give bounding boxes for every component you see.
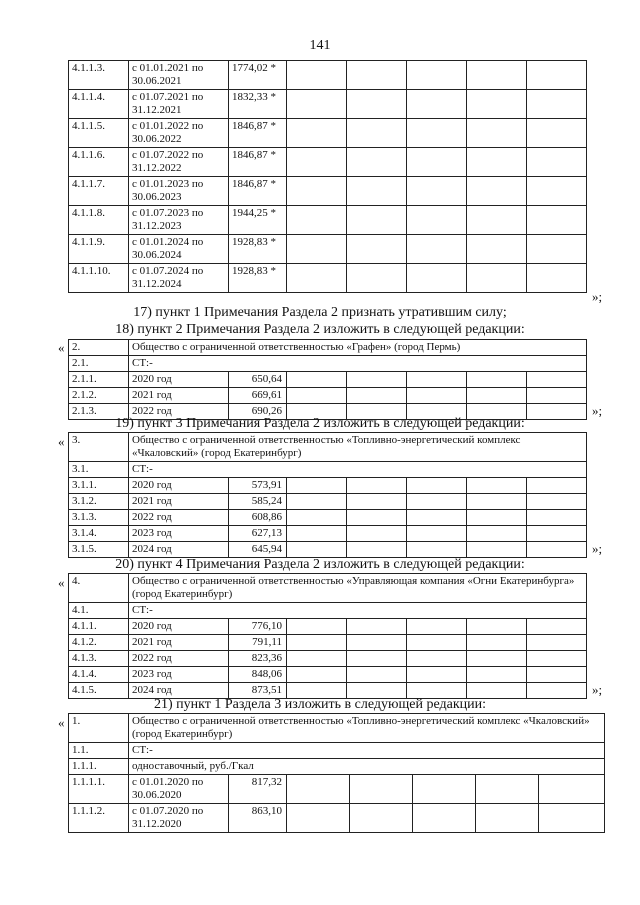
empty-cell xyxy=(287,526,347,542)
empty-cell xyxy=(347,61,407,90)
st-code: 2.1. xyxy=(69,356,129,372)
row-value: 573,91 xyxy=(229,478,287,494)
org-name: Общество с ограниченной ответственностью «Графен» (город Пермь) xyxy=(129,340,587,356)
empty-cell xyxy=(467,651,527,667)
empty-cell xyxy=(287,510,347,526)
table-row xyxy=(69,804,605,833)
empty-cell xyxy=(287,90,347,119)
empty-cell xyxy=(527,667,587,683)
row-value: 848,06 xyxy=(229,667,287,683)
empty-cell xyxy=(347,542,407,558)
org-code: 1. xyxy=(69,714,129,743)
row-value: 873,51 xyxy=(229,683,287,699)
empty-cell xyxy=(476,804,539,833)
empty-cell xyxy=(287,235,347,264)
empty-cell xyxy=(467,90,527,119)
row-value: 1928,83 * xyxy=(229,264,287,293)
st-row xyxy=(69,743,605,759)
opening-quote: « xyxy=(58,434,65,449)
opening-quote: « xyxy=(58,340,65,355)
empty-cell xyxy=(287,177,347,206)
empty-cell xyxy=(287,61,347,90)
instruction-20: 20) пункт 4 Примечания Раздела 2 изложить в следующей редакции: xyxy=(115,557,525,572)
row-period: с 01.01.2021 по 30.06.2021 xyxy=(129,61,229,90)
table-row xyxy=(69,478,587,494)
instruction-21: 21) пункт 1 Раздела 3 изложить в следующей редакции: xyxy=(154,697,486,712)
row-period: с 01.01.2022 по 30.06.2022 xyxy=(129,119,229,148)
table-row xyxy=(69,526,587,542)
empty-cell xyxy=(287,542,347,558)
row-code: 4.1.5. xyxy=(69,683,129,699)
st-row xyxy=(69,356,587,372)
row-period: с 01.07.2023 по 31.12.2023 xyxy=(129,206,229,235)
org-code: 2. xyxy=(69,340,129,356)
empty-cell xyxy=(407,542,467,558)
empty-cell xyxy=(347,119,407,148)
empty-cell xyxy=(287,804,350,833)
empty-cell xyxy=(467,177,527,206)
empty-cell xyxy=(287,478,347,494)
empty-cell xyxy=(527,619,587,635)
empty-cell xyxy=(287,388,347,404)
empty-cell xyxy=(467,372,527,388)
row-code: 4.1.1.5. xyxy=(69,119,129,148)
table-row xyxy=(69,148,587,177)
row-value: 1846,87 * xyxy=(229,177,287,206)
empty-cell xyxy=(407,177,467,206)
sub-row xyxy=(69,759,605,775)
org-row xyxy=(69,574,587,603)
empty-cell xyxy=(347,635,407,651)
row-value: 608,86 xyxy=(229,510,287,526)
org-name: Общество с ограниченной ответственностью «Топливно-энергетический комплекс «Чкаловский» (город Екатеринбург) xyxy=(129,714,605,743)
empty-cell xyxy=(413,775,476,804)
row-value: 1846,87 * xyxy=(229,148,287,177)
row-year: 2021 год xyxy=(129,494,229,510)
empty-cell xyxy=(539,804,605,833)
sub-code: 1.1.1. xyxy=(69,759,129,775)
empty-cell xyxy=(467,667,527,683)
row-code: 4.1.1.7. xyxy=(69,177,129,206)
empty-cell xyxy=(467,61,527,90)
row-code: 4.1.1.9. xyxy=(69,235,129,264)
table-row xyxy=(69,510,587,526)
st-code: 3.1. xyxy=(69,462,129,478)
org-code: 4. xyxy=(69,574,129,603)
table-row xyxy=(69,235,587,264)
empty-cell xyxy=(527,119,587,148)
closing-quote: »; xyxy=(592,682,603,697)
empty-cell xyxy=(527,494,587,510)
empty-cell xyxy=(287,206,347,235)
table-row xyxy=(69,667,587,683)
st-label: СТ:- xyxy=(129,743,605,759)
empty-cell xyxy=(527,510,587,526)
table-row xyxy=(69,494,587,510)
opening-quote: « xyxy=(58,575,65,590)
empty-cell xyxy=(467,494,527,510)
row-code: 3.1.1. xyxy=(69,478,129,494)
empty-cell xyxy=(527,206,587,235)
empty-cell xyxy=(476,775,539,804)
row-code: 3.1.4. xyxy=(69,526,129,542)
org-code: 3. xyxy=(69,433,129,462)
empty-cell xyxy=(407,494,467,510)
closing-quote: »; xyxy=(592,403,603,418)
empty-cell xyxy=(347,667,407,683)
empty-cell xyxy=(467,478,527,494)
empty-cell xyxy=(347,206,407,235)
instruction-19: 19) пункт 3 Примечания Раздела 2 изложить в следующей редакции: xyxy=(115,416,525,431)
table-row xyxy=(69,61,587,90)
st-code: 1.1. xyxy=(69,743,129,759)
empty-cell xyxy=(407,264,467,293)
row-value: 776,10 xyxy=(229,619,287,635)
empty-cell xyxy=(527,542,587,558)
empty-cell xyxy=(407,619,467,635)
row-code: 4.1.3. xyxy=(69,651,129,667)
row-period: с 01.07.2022 по 31.12.2022 xyxy=(129,148,229,177)
row-year: 2022 год xyxy=(129,510,229,526)
row-code: 3.1.5. xyxy=(69,542,129,558)
row-year: 2020 год xyxy=(129,619,229,635)
row-value: 823,36 xyxy=(229,651,287,667)
row-period: с 01.07.2024 по 31.12.2024 xyxy=(129,264,229,293)
empty-cell xyxy=(407,206,467,235)
empty-cell xyxy=(467,635,527,651)
row-value: 627,13 xyxy=(229,526,287,542)
empty-cell xyxy=(467,206,527,235)
page-number: 141 xyxy=(309,38,331,53)
row-code: 1.1.1.1. xyxy=(69,775,129,804)
empty-cell xyxy=(347,651,407,667)
empty-cell xyxy=(407,61,467,90)
table-row xyxy=(69,388,587,404)
st-label: СТ:- xyxy=(129,462,587,478)
row-year: 2024 год xyxy=(129,542,229,558)
empty-cell xyxy=(347,264,407,293)
table-row xyxy=(69,542,587,558)
empty-cell xyxy=(347,235,407,264)
empty-cell xyxy=(527,635,587,651)
empty-cell xyxy=(287,119,347,148)
empty-cell xyxy=(407,478,467,494)
org-row xyxy=(69,433,587,462)
table-row xyxy=(69,177,587,206)
empty-cell xyxy=(539,775,605,804)
org-row xyxy=(69,714,605,743)
table-row xyxy=(69,90,587,119)
st-row xyxy=(69,462,587,478)
row-code: 1.1.1.2. xyxy=(69,804,129,833)
row-value: 650,64 xyxy=(229,372,287,388)
table-row xyxy=(69,635,587,651)
st-code: 4.1. xyxy=(69,603,129,619)
empty-cell xyxy=(407,526,467,542)
empty-cell xyxy=(287,148,347,177)
tariff-table-continuation xyxy=(68,60,587,293)
empty-cell xyxy=(407,667,467,683)
row-value: 645,94 xyxy=(229,542,287,558)
row-year: 2020 год xyxy=(129,478,229,494)
empty-cell xyxy=(467,619,527,635)
st-row xyxy=(69,603,587,619)
row-period: с 01.01.2024 по 30.06.2024 xyxy=(129,235,229,264)
table-row xyxy=(69,651,587,667)
empty-cell xyxy=(467,235,527,264)
instruction-18: 18) пункт 2 Примечания Раздела 2 изложить в следующей редакции: xyxy=(115,322,525,337)
st-label: СТ:- xyxy=(129,603,587,619)
empty-cell xyxy=(467,542,527,558)
empty-cell xyxy=(467,119,527,148)
row-value: 791,11 xyxy=(229,635,287,651)
row-value: 690,26 xyxy=(229,404,287,420)
empty-cell xyxy=(407,388,467,404)
row-code: 4.1.1.8. xyxy=(69,206,129,235)
section-2-table xyxy=(68,339,587,420)
row-code: 4.1.1.6. xyxy=(69,148,129,177)
empty-cell xyxy=(347,388,407,404)
row-period: с 01.07.2020 по 31.12.2020 xyxy=(129,804,229,833)
empty-cell xyxy=(407,148,467,177)
row-code: 2.1.1. xyxy=(69,372,129,388)
row-year: 2023 год xyxy=(129,667,229,683)
empty-cell xyxy=(287,775,350,804)
empty-cell xyxy=(407,510,467,526)
empty-cell xyxy=(527,478,587,494)
row-year: 2022 год xyxy=(129,404,229,420)
empty-cell xyxy=(407,651,467,667)
empty-cell xyxy=(527,651,587,667)
row-year: 2021 год xyxy=(129,635,229,651)
table-row xyxy=(69,119,587,148)
row-value: 1944,25 * xyxy=(229,206,287,235)
empty-cell xyxy=(467,388,527,404)
empty-cell xyxy=(527,148,587,177)
org-name: Общество с ограниченной ответственностью «Управляющая компания «Огни Екатеринбурга» (город Екатеринбург) xyxy=(129,574,587,603)
empty-cell xyxy=(287,651,347,667)
empty-cell xyxy=(347,372,407,388)
empty-cell xyxy=(347,494,407,510)
empty-cell xyxy=(413,804,476,833)
empty-cell xyxy=(287,635,347,651)
row-year: 2020 год xyxy=(129,372,229,388)
empty-cell xyxy=(287,667,347,683)
empty-cell xyxy=(347,619,407,635)
row-year: 2022 год xyxy=(129,651,229,667)
empty-cell xyxy=(467,526,527,542)
st-label: СТ:- xyxy=(129,356,587,372)
row-value: 1832,33 * xyxy=(229,90,287,119)
closing-quote: »; xyxy=(592,541,603,556)
empty-cell xyxy=(527,61,587,90)
empty-cell xyxy=(527,90,587,119)
row-code: 4.1.1.10. xyxy=(69,264,129,293)
empty-cell xyxy=(467,264,527,293)
empty-cell xyxy=(527,372,587,388)
empty-cell xyxy=(527,526,587,542)
table-row xyxy=(69,619,587,635)
empty-cell xyxy=(347,526,407,542)
empty-cell xyxy=(347,90,407,119)
empty-cell xyxy=(467,510,527,526)
empty-cell xyxy=(287,619,347,635)
row-value: 817,32 xyxy=(229,775,287,804)
empty-cell xyxy=(407,235,467,264)
row-code: 4.1.1. xyxy=(69,619,129,635)
empty-cell xyxy=(527,235,587,264)
empty-cell xyxy=(407,90,467,119)
empty-cell xyxy=(407,635,467,651)
empty-cell xyxy=(407,372,467,388)
empty-cell xyxy=(347,510,407,526)
empty-cell xyxy=(287,494,347,510)
row-period: с 01.01.2020 по 30.06.2020 xyxy=(129,775,229,804)
row-value: 863,10 xyxy=(229,804,287,833)
table-row xyxy=(69,372,587,388)
table-row xyxy=(69,264,587,293)
empty-cell xyxy=(467,148,527,177)
row-value: 1928,83 * xyxy=(229,235,287,264)
org-row xyxy=(69,340,587,356)
empty-cell xyxy=(407,119,467,148)
empty-cell xyxy=(350,804,413,833)
row-code: 2.1.3. xyxy=(69,404,129,420)
empty-cell xyxy=(527,177,587,206)
row-year: 2021 год xyxy=(129,388,229,404)
row-value: 585,24 xyxy=(229,494,287,510)
row-code: 4.1.1.3. xyxy=(69,61,129,90)
empty-cell xyxy=(350,775,413,804)
row-value: 669,61 xyxy=(229,388,287,404)
org-name: Общество с ограниченной ответственностью «Топливно-энергетический комплекс «Чкаловский» (город Екатеринбург) xyxy=(129,433,587,462)
row-code: 3.1.3. xyxy=(69,510,129,526)
instruction-17: 17) пункт 1 Примечания Раздела 2 признать утратившим силу; xyxy=(133,305,507,320)
empty-cell xyxy=(527,388,587,404)
table-row xyxy=(69,775,605,804)
empty-cell xyxy=(527,264,587,293)
row-year: 2024 год xyxy=(129,683,229,699)
row-code: 4.1.2. xyxy=(69,635,129,651)
row-period: с 01.07.2021 по 31.12.2021 xyxy=(129,90,229,119)
empty-cell xyxy=(347,478,407,494)
row-year: 2023 год xyxy=(129,526,229,542)
empty-cell xyxy=(347,177,407,206)
opening-quote: « xyxy=(58,715,65,730)
empty-cell xyxy=(287,264,347,293)
empty-cell xyxy=(287,372,347,388)
row-period: с 01.01.2023 по 30.06.2023 xyxy=(129,177,229,206)
row-value: 1846,87 * xyxy=(229,119,287,148)
closing-quote: »; xyxy=(592,289,603,304)
row-code: 4.1.4. xyxy=(69,667,129,683)
row-code: 3.1.2. xyxy=(69,494,129,510)
section-4-table xyxy=(68,573,587,699)
row-value: 1774,02 * xyxy=(229,61,287,90)
empty-cell xyxy=(347,148,407,177)
row-code: 4.1.1.4. xyxy=(69,90,129,119)
row-code: 2.1.2. xyxy=(69,388,129,404)
sub-label: одноставочный, руб./Гкал xyxy=(129,759,605,775)
table-row xyxy=(69,206,587,235)
section-r3-table xyxy=(68,713,605,833)
section-3-table xyxy=(68,432,587,558)
